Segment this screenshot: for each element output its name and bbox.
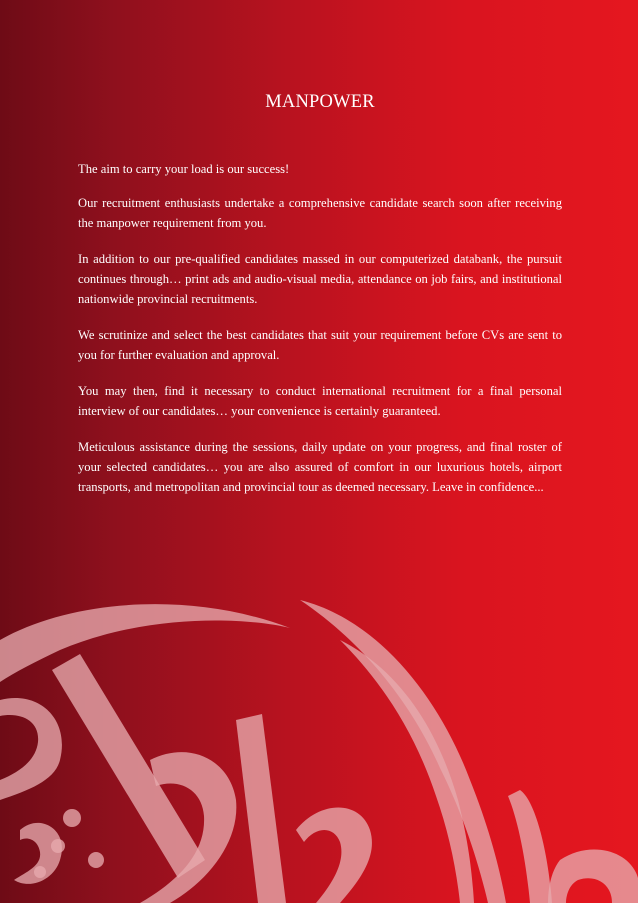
calligraphy-diagonal-stroke-left [52,654,205,878]
calligraphy-curl-left [0,698,62,800]
calligraphy-hook-right [548,850,638,903]
calligraphy-dot [34,866,46,878]
calligraphy-tall-stroke [236,714,286,903]
paragraph-tagline: The aim to carry your load is our success! [78,162,290,176]
calligraphy-sweep-right [300,600,506,903]
paragraph-candidate-search: Our recruitment enthusiasts undertake a comprehensive candidate search soon after receiving the manpower requirement from you. [78,196,562,230]
calligraphy-wave-middle [296,808,372,903]
calligraphy-arc-stroke [0,604,290,682]
calligraphy-dot [63,809,81,827]
paragraph-interview: You may then, find it necessary to conduct international recruitment for a final personal interview of our candidates… your convenience is certainly guaranteed. [78,384,562,418]
main-content [78,92,562,513]
calligraphy-sweep-right-2 [340,640,474,903]
calligraphy-dot [88,852,104,868]
calligraphy-loop [14,823,62,884]
calligraphy-tall-stroke-right [508,790,552,903]
page-title: MANPOWER [265,92,375,112]
calligraphy-curve-middle [140,752,236,903]
calligraphy-dot [51,839,65,853]
paragraph-databank: In addition to our pre-qualified candidates massed in our computerized databank, the pursuit continues through… print ads and audio-visual media, attendance on job fairs, and institutional nationwide provincial recruitments. [78,252,562,306]
paragraph-assistance: Meticulous assistance during the sessions, daily update on your progress, and final roster of your selected candidates… you are also assured of comfort in our luxurious hotels, airport transports, and metropolitan and provincial tour as deemed necessary. Leave in confidence... [78,440,562,494]
paragraph-screening: We scrutinize and select the best candidates that suit your requirement before CVs are sent to you for further evaluation and approval. [78,328,562,362]
